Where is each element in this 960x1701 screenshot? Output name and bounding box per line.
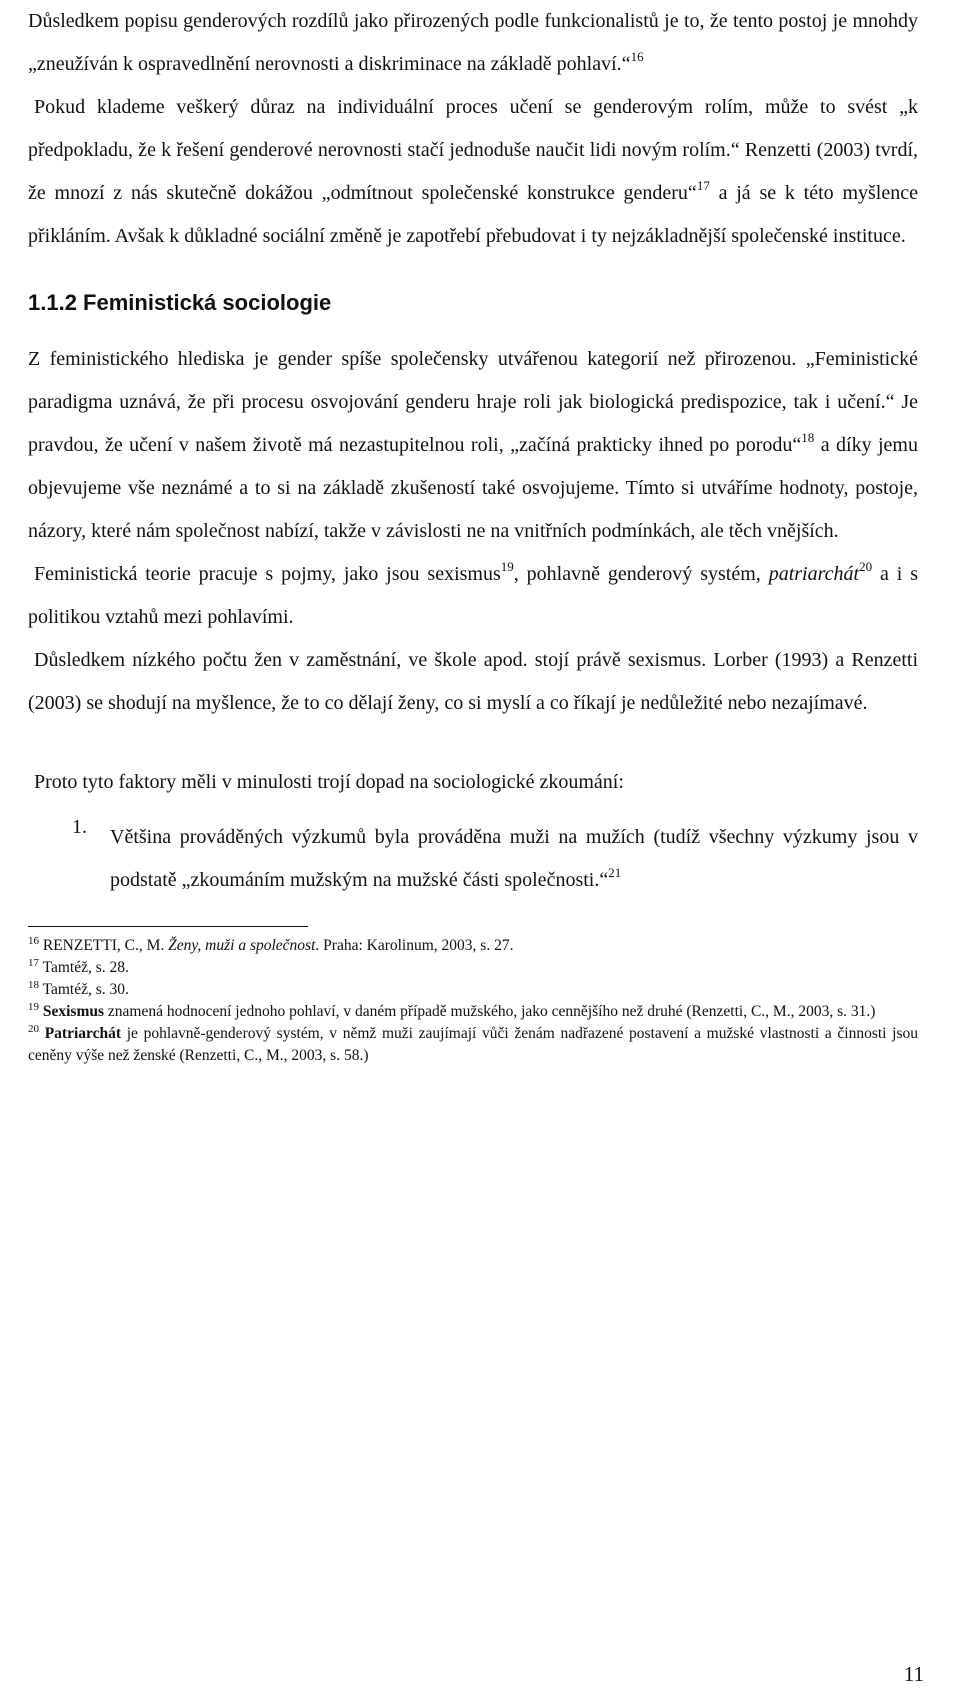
paragraph-sexism: Důsledkem nízkého počtu žen v zaměstnání, ve škole apod. stojí právě sexismus. Lorber (1993) a Renzetti (2003) se shodují na myšlence, že to co dělají ženy, co si myslí a co říkají je nedůležité nebo nezajímavé. [28,649,918,714]
footnote-ref-19[interactable]: 19 [500,559,514,574]
paragraph-text: Pokud klademe veškerý důraz na individuální proces učení se genderovým rolím, může to svést „k předpokladu, že k řešení genderové nerovnosti stačí jednoduše naučit lidi novým rolím.“ Renzetti (2003) tvrdí, že mnozí z nás skutečně dokážou „odmítnout společenské konstrukce genderu“ [28,96,918,204]
footnote-19 [28,1001,918,1023]
footnote-ref-17[interactable]: 17 [696,178,710,193]
paragraph-text: Feministická teorie pracuje s pojmy, jako jsou sexismus [34,563,501,585]
paragraph-role-learning [28,86,918,258]
footnote-number: 19 [28,1001,39,1013]
paragraph-text-cont: a já se k této myšlence přikláním. Avšak k důkladné sociální změně je zapotřebí přebudovat i ty nejzákladnější společenské instituce. [28,182,918,247]
paragraph-impacts-intro: Proto tyto faktory měli v minulosti trojí dopad na sociologické zkoumání: [34,771,624,793]
paragraph-feminist-view [28,338,918,553]
footnote-ref-21[interactable]: 21 [608,865,622,880]
footnote-separator [28,926,308,927]
footnote-number: 17 [28,957,39,969]
paragraph-gender-differences [28,0,918,86]
page-number: 11 [903,1662,924,1686]
footnote-text: RENZETTI, C., M. [39,937,169,954]
paragraph-text-cont: a díky jemu objevujeme vše neznámé a to si na základě zkušeností také osvojujeme. Tímto si utváříme hodnoty, postoje, názory, které nám společnost nabízí, takže v závislosti ne na vnitřních podmínkách, ale těch vnějších. [28,434,918,542]
footnote-20 [28,1023,918,1067]
footnote-text: je pohlavně-genderový systém, v němž muži zaujímají vůči ženám nadřazené postavení a mužské vlastnosti a činnosti jsou ceněny výše než ženské (Renzetti, C., M., 2003, s. 58.) [28,1025,918,1064]
paragraph-text-end: a i s politikou vztahů mezi pohlavími. [28,563,919,628]
term-patriarchat: patriarchát [768,563,860,585]
footnote-text: Tamtéž, s. 30. [39,981,129,998]
footnote-18 [28,979,918,1001]
paragraph-text-cont: , pohlavně genderový systém, [513,563,769,585]
section-heading: 1.1.2 Feministická sociologie [28,290,332,315]
numbered-list [28,816,918,902]
footnote-ref-18[interactable]: 18 [801,430,815,445]
footnote-number: 20 [28,1023,39,1035]
footnote-term: Patriarchát [44,1025,122,1042]
footnote-text: znamená hodnocení jednoho pohlaví, v daném případě mužského, jako cennějšího než druhé (Renzetti, C., M., 2003, s. 31.) [104,1003,876,1020]
list-item-text: Většina prováděných výzkumů byla prováděna muži na mužích (tudíž všechny výzkumy jsou v podstatě „zkoumáním mužským na mužské části společnosti.“ [110,826,918,891]
paragraph-text: Z feministického hlediska je gender spíše společensky utvářenou kategorií než přirozenou. „Feministické paradigma uznává, že při procesu osvojování genderu hraje roli jak biologická predispozice, tak i učení.“ Je pravdou, že učení v našem životě má nezastupitelnou roli, „začíná prakticky ihned po porodu“ [28,348,918,456]
footnote-ref-16[interactable]: 16 [630,49,644,64]
list-item-number: 1. [72,816,87,838]
footnote-title: Ženy, muži a společnost [168,937,316,954]
footnote-16 [28,935,918,957]
footnote-text-end: . Praha: Karolinum, 2003, s. 27. [315,937,514,954]
footnote-17 [28,957,918,979]
paragraph-text: Důsledkem popisu genderových rozdílů jako přirozených podle funkcionalistů je to, že tento postoj je mnohdy „zneužíván k ospravedlnění nerovnosti a diskriminace na základě pohlaví.“ [28,10,918,75]
list-item [110,816,918,902]
footnote-term: Sexismus [42,1003,105,1020]
footnote-number: 18 [28,979,39,991]
footnote-text: Tamtéž, s. 28. [39,959,129,976]
footnote-number: 16 [28,935,39,947]
footnote-ref-20[interactable]: 20 [859,559,873,574]
paragraph-feminist-theory [28,553,918,639]
